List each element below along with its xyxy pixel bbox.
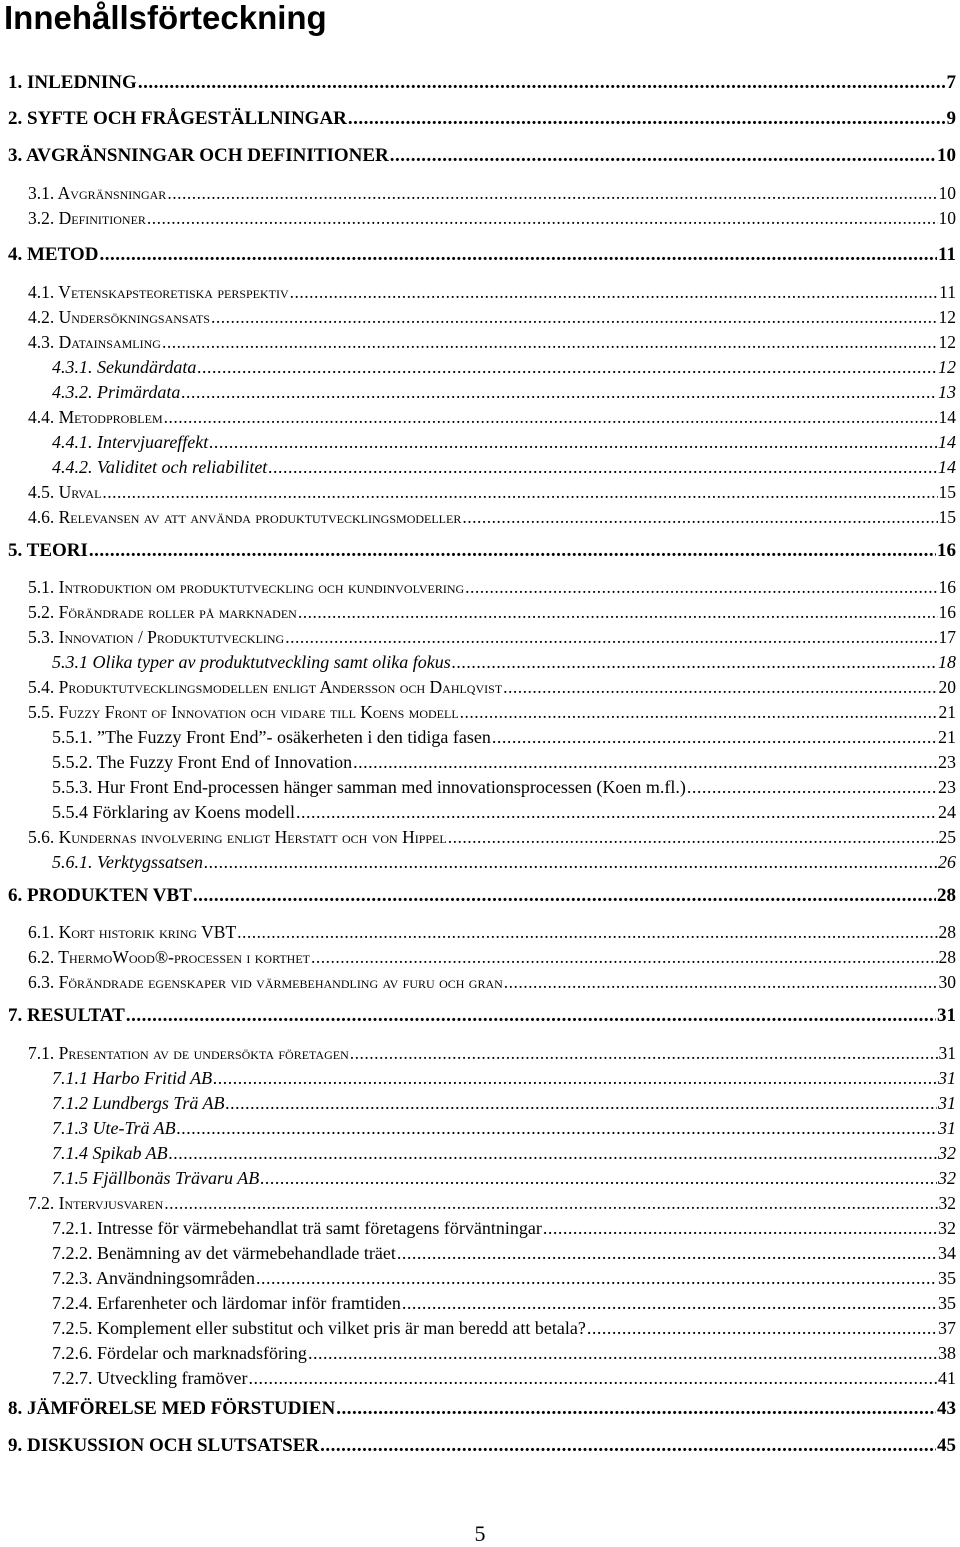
toc-entry-page: 24 (938, 802, 956, 822)
toc-entry-label: 7.1.5 Fjällbonäs Trävaru AB (52, 1168, 260, 1188)
toc-entry-page: 28 (938, 947, 956, 967)
toc-entry-label: 6. PRODUKTEN VBT (8, 885, 192, 906)
toc-entry-page: 16 (937, 540, 956, 561)
toc-entry-label: 5. TEORI (8, 540, 88, 561)
toc-entry-page: 10 (937, 145, 956, 166)
toc-entry-page: 32 (938, 1168, 956, 1188)
toc-entry-page: 16 (938, 602, 956, 622)
toc-entry-label: 7.2.6. Fördelar och marknadsföring (52, 1343, 307, 1363)
toc-leader-dots (402, 1293, 937, 1314)
toc-entry[interactable] (0, 777, 960, 802)
toc-leader-dots (260, 1168, 937, 1189)
toc-leader-dots (285, 627, 937, 648)
toc-entry-label: 4.2. Undersökningsansats (28, 307, 210, 327)
toc-leader-dots (587, 1318, 937, 1339)
toc-entry-page: 23 (938, 777, 956, 797)
toc-entry-label: 4.3.1. Sekundärdata (52, 357, 197, 377)
toc-leader-dots (336, 1398, 936, 1420)
toc-entry-label: 5.6.1. Verktygssatsen (52, 852, 203, 872)
toc-entry[interactable] (0, 1218, 960, 1243)
toc-leader-dots (248, 1368, 937, 1389)
toc-entry-page: 28 (937, 885, 956, 906)
toc-entry-page: 25 (938, 827, 956, 847)
toc-leader-dots (353, 752, 937, 773)
toc-entry-page: 38 (938, 1343, 956, 1363)
toc-entry-label: 7.2.1. Intresse för värmebehandlat trä samt företagens förväntningar (52, 1218, 542, 1238)
toc-leader-dots (213, 1068, 937, 1089)
toc-entry-page: 31 (938, 1068, 956, 1088)
toc-entry-page: 13 (938, 382, 956, 402)
toc-leader-dots (164, 1193, 937, 1214)
toc-leader-dots (147, 208, 938, 229)
toc-entry[interactable] (0, 72, 960, 97)
toc-entry-label: 5.3. Innovation / Produktutveckling (28, 627, 285, 647)
toc-entry-label: 4.6. Relevansen av att använda produktutvecklingsmodeller (28, 507, 462, 527)
toc-entry-label: 7.1.1 Harbo Fritid AB (52, 1068, 213, 1088)
toc-entry-label: 5.2. Förändrade roller på marknaden (28, 602, 297, 622)
toc-entry[interactable] (0, 752, 960, 777)
toc-entry-label: 7.2.3. Användningsområden (52, 1268, 255, 1288)
toc-leader-dots (177, 1118, 937, 1139)
toc-entry-page: 37 (938, 1318, 956, 1338)
toc-leader-dots (460, 702, 938, 723)
toc-leader-dots (298, 602, 938, 623)
toc-entry-page: 32 (938, 1143, 956, 1163)
toc-entry-label: 6.2. ThermoWood®-processen i korthet (28, 947, 311, 967)
toc-entry-page: 10 (938, 208, 956, 228)
toc-leader-dots (268, 457, 937, 478)
toc-entry[interactable] (0, 677, 960, 702)
toc-entry[interactable] (0, 852, 960, 877)
toc-entry-label: 5.5.2. The Fuzzy Front End of Innovation (52, 752, 353, 772)
toc-entry[interactable] (0, 208, 960, 233)
toc-leader-dots (311, 947, 937, 968)
toc-entry-page: 32 (938, 1193, 956, 1213)
toc-entry-page: 28 (938, 922, 956, 942)
toc-leader-dots (193, 885, 936, 907)
toc-entry[interactable] (0, 1118, 960, 1143)
toc-leader-dots (452, 652, 937, 673)
toc-leader-dots (197, 357, 937, 378)
toc-leader-dots (448, 827, 938, 848)
toc-entry-page: 45 (937, 1435, 956, 1456)
toc-entry[interactable] (0, 1318, 960, 1343)
toc-entry-label: 4.3. Datainsamling (28, 332, 161, 352)
toc-entry[interactable] (0, 1143, 960, 1168)
toc-entry[interactable] (0, 1068, 960, 1093)
toc-entry[interactable] (0, 577, 960, 602)
toc-entry-page: 31 (937, 1005, 956, 1026)
toc-entry-page: 11 (939, 282, 956, 302)
toc-leader-dots (465, 577, 937, 598)
toc-entry[interactable] (0, 947, 960, 972)
toc-entry-page: 15 (938, 507, 956, 527)
toc-leader-dots (290, 282, 938, 303)
toc-entry-label: 4.1. Vetenskapsteoretiska perspektiv (28, 282, 289, 302)
toc-entry-label: 7.1.3 Ute-Trä AB (52, 1118, 176, 1138)
toc-entry-label: 7.2.2. Benämning av det värmebehandlade träet (52, 1243, 396, 1263)
toc-entry[interactable] (0, 827, 960, 852)
toc-leader-dots (162, 332, 938, 353)
toc-entry-page: 14 (938, 457, 956, 477)
toc-entry-page: 43 (937, 1398, 956, 1419)
toc-entry-label: 7. RESULTAT (8, 1005, 125, 1026)
toc-entry-page: 21 (938, 702, 956, 722)
toc-entry-label: 5.6. Kundernas involvering enligt Herstatt och von Hippel (28, 827, 447, 847)
toc-entry-label: 4.4.2. Validitet och reliabilitet (52, 457, 268, 477)
toc-entry[interactable] (0, 885, 960, 910)
toc-entry-label: 3.2. Definitioner (28, 208, 146, 228)
toc-entry-label: 7.1. Presentation av de undersökta företagen (28, 1043, 349, 1063)
toc-entry-label: 5.3.1 Olika typer av produktutveckling samt olika fokus (52, 652, 451, 672)
toc-entry-page: 35 (938, 1268, 956, 1288)
toc-entry[interactable] (0, 1343, 960, 1368)
toc-entry[interactable] (0, 1398, 960, 1423)
toc-entry[interactable] (0, 1005, 960, 1030)
toc-entry[interactable] (0, 482, 960, 507)
toc-entry[interactable] (0, 802, 960, 827)
toc-entry-label: 5.1. Introduktion om produktutveckling och kundinvolvering (28, 577, 465, 597)
toc-entry[interactable] (0, 702, 960, 727)
toc-leader-dots (256, 1268, 937, 1289)
toc-leader-dots (320, 1435, 936, 1457)
toc-leader-dots (102, 482, 937, 503)
toc-entry-page: 11 (938, 244, 956, 265)
toc-entry-label: 8. JÄMFÖRELSE MED FÖRSTUDIEN (8, 1398, 336, 1419)
toc-leader-dots (126, 1005, 936, 1027)
toc-entry-page: 15 (938, 482, 956, 502)
toc-entry-page: 35 (938, 1293, 956, 1313)
toc-entry-label: 4.5. Urval (28, 482, 102, 502)
toc-entry-page: 12 (938, 307, 956, 327)
toc-entry-page: 20 (938, 677, 956, 697)
toc-entry-label: 6.3. Förändrade egenskaper vid värmebehandling av furu och gran (28, 972, 503, 992)
toc-leader-dots (462, 507, 937, 528)
toc-entry-page: 30 (938, 972, 956, 992)
toc-entry-page: 14 (938, 432, 956, 452)
toc-entry-label: 4.3.2. Primärdata (52, 382, 181, 402)
toc-entry-label: 3.1. Avgränsningar (28, 183, 167, 203)
toc-entry-label: 4.4. Metodproblem (28, 407, 163, 427)
toc-entry-page: 9 (946, 108, 956, 129)
toc-entry-label: 7.2.4. Erfarenheter och lärdomar inför framtiden (52, 1293, 401, 1313)
toc-leader-dots (237, 922, 937, 943)
toc-entry[interactable] (0, 972, 960, 997)
toc-leader-dots (348, 108, 946, 130)
toc-leader-dots (167, 183, 937, 204)
toc-leader-dots (209, 432, 937, 453)
toc-entry[interactable] (0, 332, 960, 357)
toc-entry[interactable] (0, 457, 960, 482)
toc-entry-page: 31 (938, 1093, 956, 1113)
toc-entry[interactable] (0, 1243, 960, 1268)
toc-entry-page: 10 (938, 183, 956, 203)
toc-entry-label: 6.1. Kort historik kring VBT (28, 922, 237, 942)
toc-entry[interactable] (0, 1368, 960, 1393)
toc-entry-label: 3. AVGRÄNSNINGAR OCH DEFINITIONER (8, 145, 389, 166)
toc-entry-page: 14 (938, 407, 956, 427)
toc-entry-label: 1. INLEDNING (8, 72, 137, 93)
toc-entry[interactable] (0, 1193, 960, 1218)
toc-entry-page: 34 (938, 1243, 956, 1263)
toc-leader-dots (308, 1343, 937, 1364)
toc-entry[interactable] (0, 432, 960, 457)
toc-entry-label: 7.2. Intervjusvaren (28, 1193, 164, 1213)
toc-entry[interactable] (0, 357, 960, 382)
toc-entry-page: 32 (938, 1218, 956, 1238)
toc-entry-label: 5.5.3. Hur Front End-processen hänger samman med innovationsprocessen (Koen m.fl.) (52, 777, 686, 797)
toc-entry-page: 12 (938, 332, 956, 352)
toc-entry-label: 4.4.1. Intervjuareffekt (52, 432, 209, 452)
toc-entry-label: 2. SYFTE OCH FRÅGESTÄLLNINGAR (8, 108, 347, 129)
toc-entry-page: 12 (938, 357, 956, 377)
toc-entry-page: 7 (946, 72, 956, 93)
toc-leader-dots (687, 777, 937, 798)
toc-entry[interactable] (0, 108, 960, 133)
toc-entry-label: 5.5. Fuzzy Front of Innovation och vidare till Koens modell (28, 702, 459, 722)
toc-entry-page: 16 (938, 577, 956, 597)
toc-entry-page: 26 (938, 852, 956, 872)
toc-entry-page: 17 (938, 627, 956, 647)
toc-entry-label: 5.5.1. ”The Fuzzy Front End”- osäkerheten i den tidiga fasen (52, 727, 491, 747)
toc-entry-label: 9. DISKUSSION OCH SLUTSATSER (8, 1435, 320, 1456)
toc-entry[interactable] (0, 627, 960, 652)
toc-leader-dots (503, 677, 937, 698)
toc-leader-dots (350, 1043, 938, 1064)
toc-leader-dots (226, 1093, 937, 1114)
toc-entry[interactable] (0, 652, 960, 677)
toc-leader-dots (169, 1143, 937, 1164)
toc-entry[interactable] (0, 922, 960, 947)
toc-entry[interactable] (0, 1168, 960, 1193)
toc-leader-dots (181, 382, 937, 403)
toc-entry[interactable] (0, 1043, 960, 1068)
toc-entry-label: 5.4. Produktutvecklingsmodellen enligt Andersson och Dahlqvist (28, 677, 503, 697)
toc-entry[interactable] (0, 407, 960, 432)
toc-entry[interactable] (0, 244, 960, 269)
toc-entry[interactable] (0, 507, 960, 532)
toc-entry[interactable] (0, 540, 960, 565)
toc-entry[interactable] (0, 1268, 960, 1293)
toc-leader-dots (543, 1218, 937, 1239)
toc-entry[interactable] (0, 1293, 960, 1318)
toc-entry[interactable] (0, 727, 960, 752)
toc-leader-dots (204, 852, 937, 873)
toc-entry[interactable] (0, 1093, 960, 1118)
toc-entry-label: 7.1.4 Spikab AB (52, 1143, 168, 1163)
toc-leader-dots (492, 727, 937, 748)
toc-entry-page: 18 (938, 652, 956, 672)
toc-entry[interactable] (0, 307, 960, 332)
toc-entry-label: 7.1.2 Lundbergs Trä AB (52, 1093, 225, 1113)
toc-leader-dots (138, 72, 946, 94)
toc-leader-dots (397, 1243, 937, 1264)
page-number: 5 (474, 1521, 486, 1546)
toc-leader-dots (390, 145, 936, 167)
toc-leader-dots (211, 307, 938, 328)
toc-entry-label: 4. METOD (8, 244, 99, 265)
toc-entry[interactable] (0, 382, 960, 407)
toc-entry[interactable] (0, 282, 960, 307)
toc-entry-page: 23 (938, 752, 956, 772)
toc-entry-label: 7.2.5. Komplement eller substitut och vilket pris är man beredd att betala? (52, 1318, 586, 1338)
page-title: Innehållsförteckning (4, 0, 327, 36)
toc-entry-page: 31 (938, 1118, 956, 1138)
toc-leader-dots (504, 972, 938, 993)
toc-entry-page: 41 (938, 1368, 956, 1388)
toc-entry[interactable] (0, 602, 960, 627)
toc-entry[interactable] (0, 145, 960, 170)
toc-entry[interactable] (0, 183, 960, 208)
toc-leader-dots (164, 407, 938, 428)
toc-entry-page: 31 (938, 1043, 956, 1063)
toc-entry-label: 5.5.4 Förklaring av Koens modell (52, 802, 295, 822)
toc-entry-page: 21 (938, 727, 956, 747)
toc-leader-dots (99, 244, 937, 266)
toc-leader-dots (296, 802, 937, 823)
toc-entry-label: 7.2.7. Utveckling framöver (52, 1368, 248, 1388)
toc-entry[interactable] (0, 1435, 960, 1460)
toc-leader-dots (89, 540, 936, 562)
